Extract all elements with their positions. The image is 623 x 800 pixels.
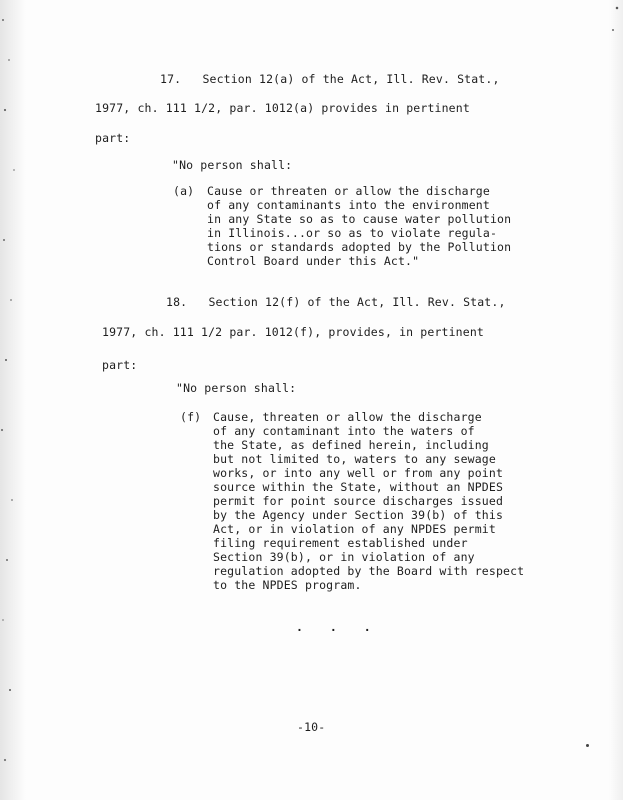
quote-f-line-3: the State, as defined herein, including [213, 438, 489, 452]
quote-f-label: (f) [180, 410, 202, 424]
quote-f-line-1: Cause, threaten or allow the discharge [213, 410, 482, 424]
scan-edge-left [0, 0, 26, 800]
quote-a-line-5: tions or standards adopted by the Pollution [207, 240, 512, 254]
quote-f-line-6: source within the State, without an NPDES [213, 480, 504, 494]
quote-f-line-7: permit for point source discharges issued [213, 494, 504, 508]
page-number: -10- [297, 720, 326, 734]
quote-f-line-5: works, or into any well or from any point [213, 466, 504, 480]
para-17-line-1: 17. Section 12(a) of the Act, Ill. Rev. Stat., [160, 72, 500, 86]
para-18-line-3: part: [102, 358, 138, 372]
quote-f-line-11: Section 39(b), or in violation of any [213, 550, 475, 564]
quote-f-line-13: to the NPDES program. [213, 578, 362, 592]
quote-f-line-4: but not limited to, waters to any sewage [213, 452, 496, 466]
para-17-line-3: part: [95, 131, 131, 145]
para-18-line-1: 18. Section 12(f) of the Act, Ill. Rev. Stat., [166, 295, 506, 309]
quote-a-line-3: in any State so as to cause water pollution [207, 212, 512, 226]
para-18-line-2: 1977, ch. 111 1/2 par. 1012(f), provides, in pertinent [102, 325, 484, 339]
quote-a-label: (a) [173, 184, 195, 198]
scan-edge-right [609, 0, 623, 800]
quote-f-line-8: by the Agency under Section 39(b) of this [213, 508, 504, 522]
ellipsis: . . . [296, 620, 381, 634]
quote-a-line-1: Cause or threaten or allow the discharge [207, 184, 490, 198]
quote-f-intro: "No person shall: [176, 381, 297, 395]
quote-a-line-2: of any contaminants into the environment [207, 198, 490, 212]
scan-speck [586, 744, 589, 747]
para-17-line-2: 1977, ch. 111 1/2, par. 1012(a) provides in pertinent [95, 101, 470, 115]
quote-a-line-4: in Illinois...or so as to violate regula- [207, 226, 498, 240]
quote-f-line-9: Act, or in violation of any NPDES permit [213, 522, 496, 536]
quote-a-line-6: Control Board under this Act." [207, 254, 420, 268]
quote-f-line-2: of any contaminant into the waters of [213, 424, 475, 438]
quote-f-line-12: regulation adopted by the Board with respect [213, 564, 525, 578]
quote-f-line-10: filing requirement established under [213, 536, 468, 550]
quote-a-intro: "No person shall: [172, 158, 293, 172]
